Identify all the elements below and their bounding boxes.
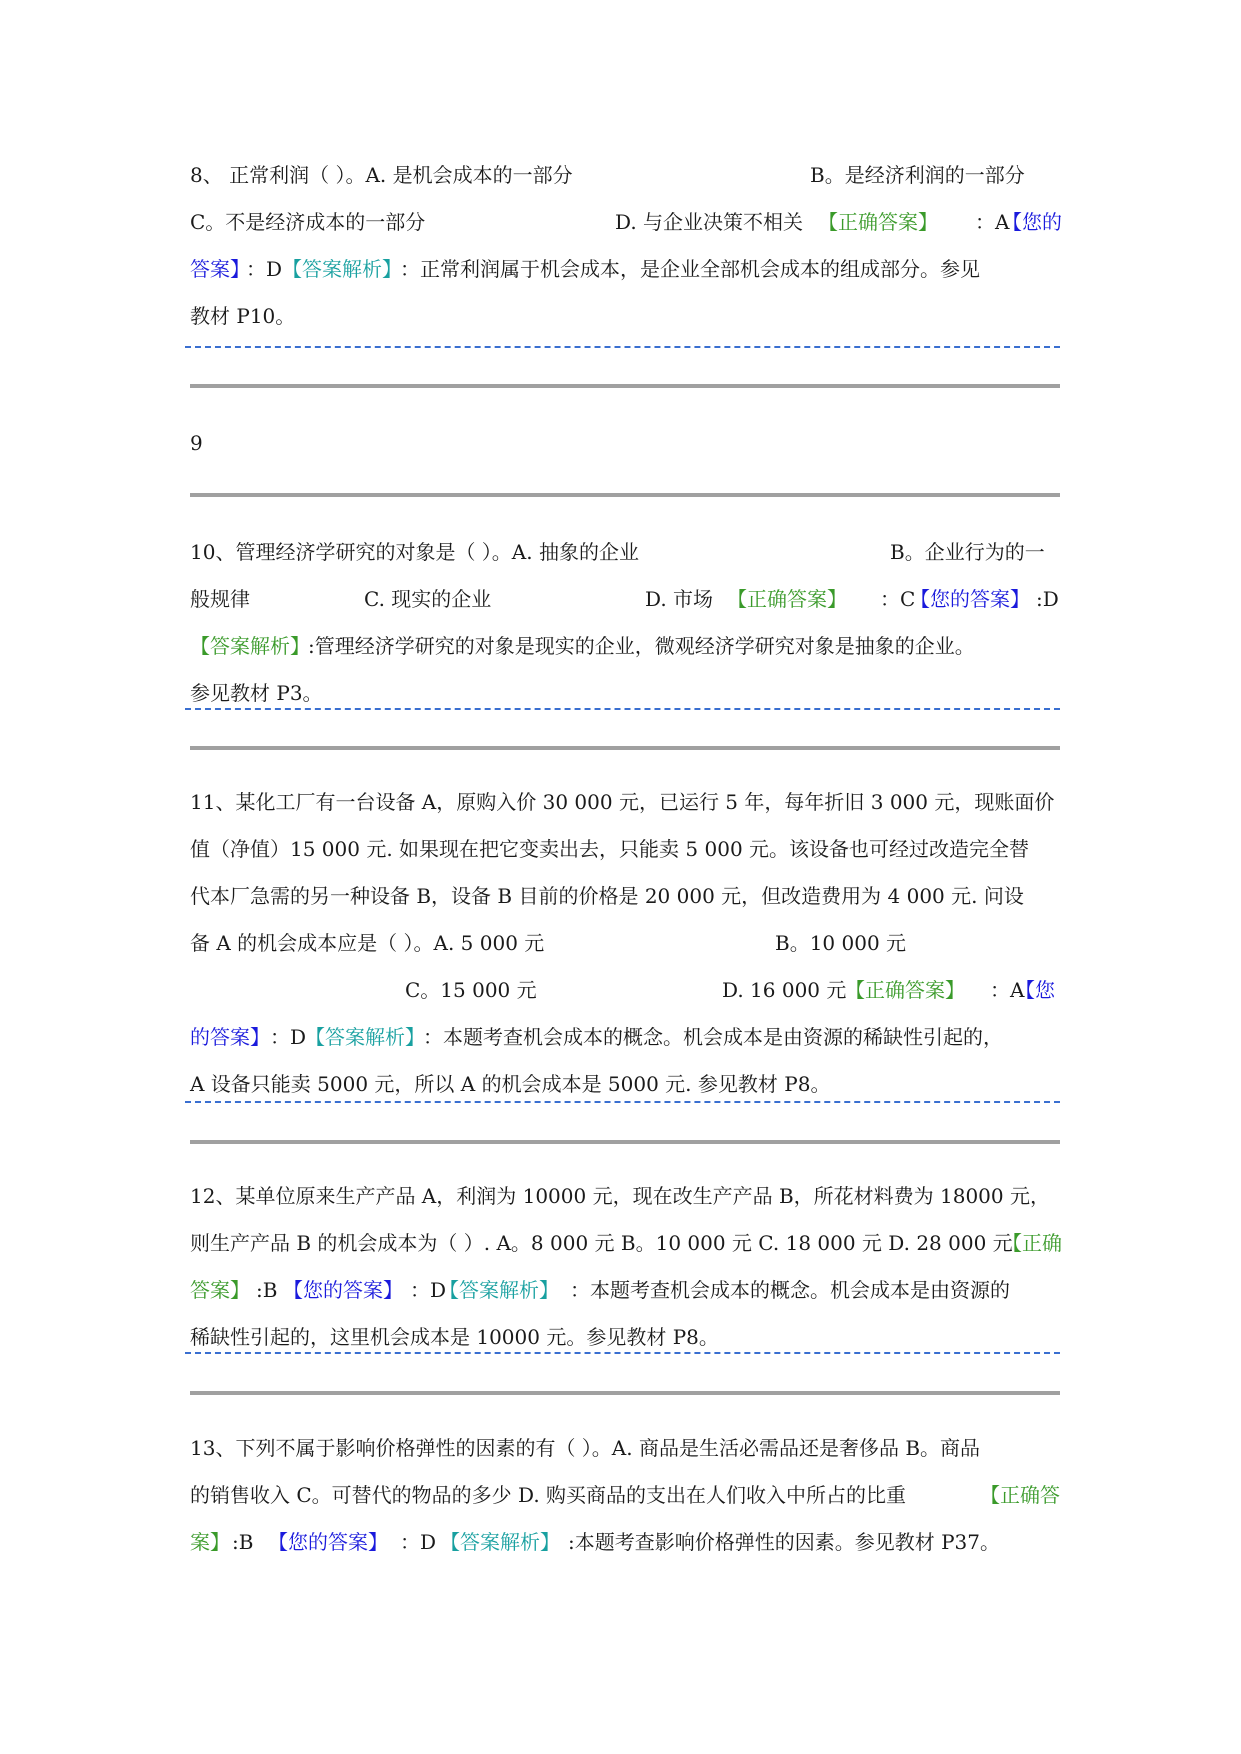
- q11-yours-value: ：D: [270, 1025, 307, 1049]
- q11-correct-tag: 【正确答案】: [845, 978, 965, 1002]
- q11-line-3: 代本厂急需的另一种设备 B，设备 B 目前的价格是 20 000 元，但改造费用为 4 000 元. 问设: [190, 884, 1024, 908]
- q8-analysis-text-2: 教材 P10。: [190, 304, 296, 328]
- q10-stem: 10、管理经济学研究的对象是（ ）。A. 抽象的企业: [190, 540, 639, 564]
- question-13: [190, 1425, 1060, 1566]
- question-11: [190, 779, 1060, 1108]
- q11-line-1: 11、某化工厂有一台设备 A，原购入价 30 000 元，已运行 5 年，每年折旧 3 000 元，现账面价: [190, 790, 1055, 814]
- q13-analysis-tag: 【答案解析】: [440, 1530, 560, 1554]
- q11-line-2: 值（净值）15 000 元. 如果现在把它变卖出去，只能卖 5 000 元。该设备也可经过改造完全替: [190, 837, 1030, 861]
- q8-stem: 8、 正常利润（ ）。A. 是机会成本的一部分: [190, 163, 573, 187]
- q10-option-c: C. 现实的企业: [364, 587, 492, 611]
- q10-correct-value: ：C: [880, 587, 916, 611]
- question-12: [190, 1173, 1060, 1361]
- q12-correct-value: :B: [256, 1278, 278, 1302]
- q10-analysis-text-2: 参见教材 P3。: [190, 681, 323, 705]
- q10-yours-tag: 【您的答案】: [910, 587, 1030, 611]
- dashed-divider: [185, 708, 1060, 710]
- q11-line-4: 备 A 的机会成本应是（ ）。A. 5 000 元: [190, 931, 545, 955]
- question-8: [190, 152, 1060, 340]
- q10-option-b: B。企业行为的一: [890, 540, 1045, 564]
- q12-analysis-text-2: 稀缺性引起的，这里机会成本是 10000 元。参见教材 P8。: [190, 1325, 719, 1349]
- dashed-divider: [185, 1101, 1060, 1103]
- q10-analysis-text: :管理经济学研究的对象是现实的企业，微观经济学研究对象是抽象的企业。: [308, 634, 975, 658]
- q8-option-b: B。是经济利润的一部分: [810, 163, 1025, 187]
- q12-yours-value: ：D: [410, 1278, 447, 1302]
- q12-yours-tag: 【您的答案】: [283, 1278, 403, 1302]
- q11-yours-tag-b: 的答案】: [190, 1025, 270, 1049]
- dashed-divider: [185, 1352, 1060, 1354]
- q8-correct-tag: 【正确答案】: [818, 210, 938, 234]
- q10-option-d: D. 市场: [645, 587, 714, 611]
- q12-correct-tag-b: 答案】: [190, 1278, 250, 1302]
- q11-analysis-text: ：本题考查机会成本的概念。机会成本是由资源的稀缺性引起的，: [423, 1025, 1003, 1049]
- q11-option-c: C。15 000 元: [405, 978, 537, 1002]
- q8-yours-tag-b: 答案】: [190, 257, 250, 281]
- question-10: [190, 529, 1060, 717]
- q8-analysis-tag: 【答案解析】: [282, 257, 402, 281]
- q13-yours-value: ：D: [400, 1530, 437, 1554]
- q11-option-d: D. 16 000 元: [722, 978, 847, 1002]
- q13-correct-tag-b: 案】: [190, 1530, 230, 1554]
- question-9: [190, 420, 1060, 467]
- q12-line-1: 12、某单位原来生产产品 A，利润为 10000 元，现在改生产产品 B，所花材料费为 18000 元，: [190, 1184, 1050, 1208]
- q11-correct-value: ：A: [990, 978, 1025, 1002]
- question-separator: [190, 1140, 1060, 1144]
- q9-number: 9: [190, 431, 203, 455]
- q13-yours-tag: 【您的答案】: [268, 1530, 388, 1554]
- q8-yours-value: ：D: [246, 257, 283, 281]
- question-separator: [190, 493, 1060, 497]
- q11-analysis-text-2: A 设备只能卖 5000 元，所以 A 的机会成本是 5000 元. 参见教材 P8。: [190, 1072, 831, 1096]
- q12-line-2: 则生产产品 B 的机会成本为（ ）. A。8 000 元 B。10 000 元 C. 18 000 元 D. 28 000 元: [190, 1231, 1013, 1255]
- q10-yours-value: :D: [1036, 587, 1059, 611]
- q13-correct-value: :B: [232, 1530, 254, 1554]
- q13-line-1: 13、下列不属于影响价格弹性的因素的有（ ）。A. 商品是生活必需品还是奢侈品 B。商品: [190, 1436, 981, 1460]
- q13-correct-tag-a: 【正确答: [980, 1483, 1060, 1507]
- q8-analysis-text: ：正常利润属于机会成本，是企业全部机会成本的组成部分。参见: [400, 257, 980, 281]
- dashed-divider: [185, 346, 1060, 348]
- q13-analysis-text: :本题考查影响价格弹性的因素。参见教材 P37。: [568, 1530, 1001, 1554]
- q8-correct-value: ：A: [975, 210, 1010, 234]
- question-separator: [190, 746, 1060, 750]
- q12-analysis-tag: 【答案解析】: [439, 1278, 559, 1302]
- q12-correct-tag-a: 【正确: [1002, 1231, 1062, 1255]
- q11-analysis-tag: 【答案解析】: [305, 1025, 425, 1049]
- q13-line-2: 的销售收入 C。可替代的物品的多少 D. 购买商品的支出在人们收入中所占的比重: [190, 1483, 907, 1507]
- q10-option-b-cont: 般规律: [190, 587, 250, 611]
- q12-analysis-text: ：本题考查机会成本的概念。机会成本是由资源的: [570, 1278, 1010, 1302]
- q10-analysis-tag: 【答案解析】: [190, 634, 310, 658]
- q10-correct-tag: 【正确答案】: [727, 587, 847, 611]
- q11-yours-tag-a: 【您: [1015, 978, 1055, 1002]
- question-separator: [190, 384, 1060, 388]
- question-separator: [190, 1391, 1060, 1395]
- q8-yours-tag-a: 【您的: [1002, 210, 1062, 234]
- q11-option-b: B。10 000 元: [775, 931, 907, 955]
- q8-option-c: C。不是经济成本的一部分: [190, 210, 426, 234]
- q8-option-d: D. 与企业决策不相关: [615, 210, 804, 234]
